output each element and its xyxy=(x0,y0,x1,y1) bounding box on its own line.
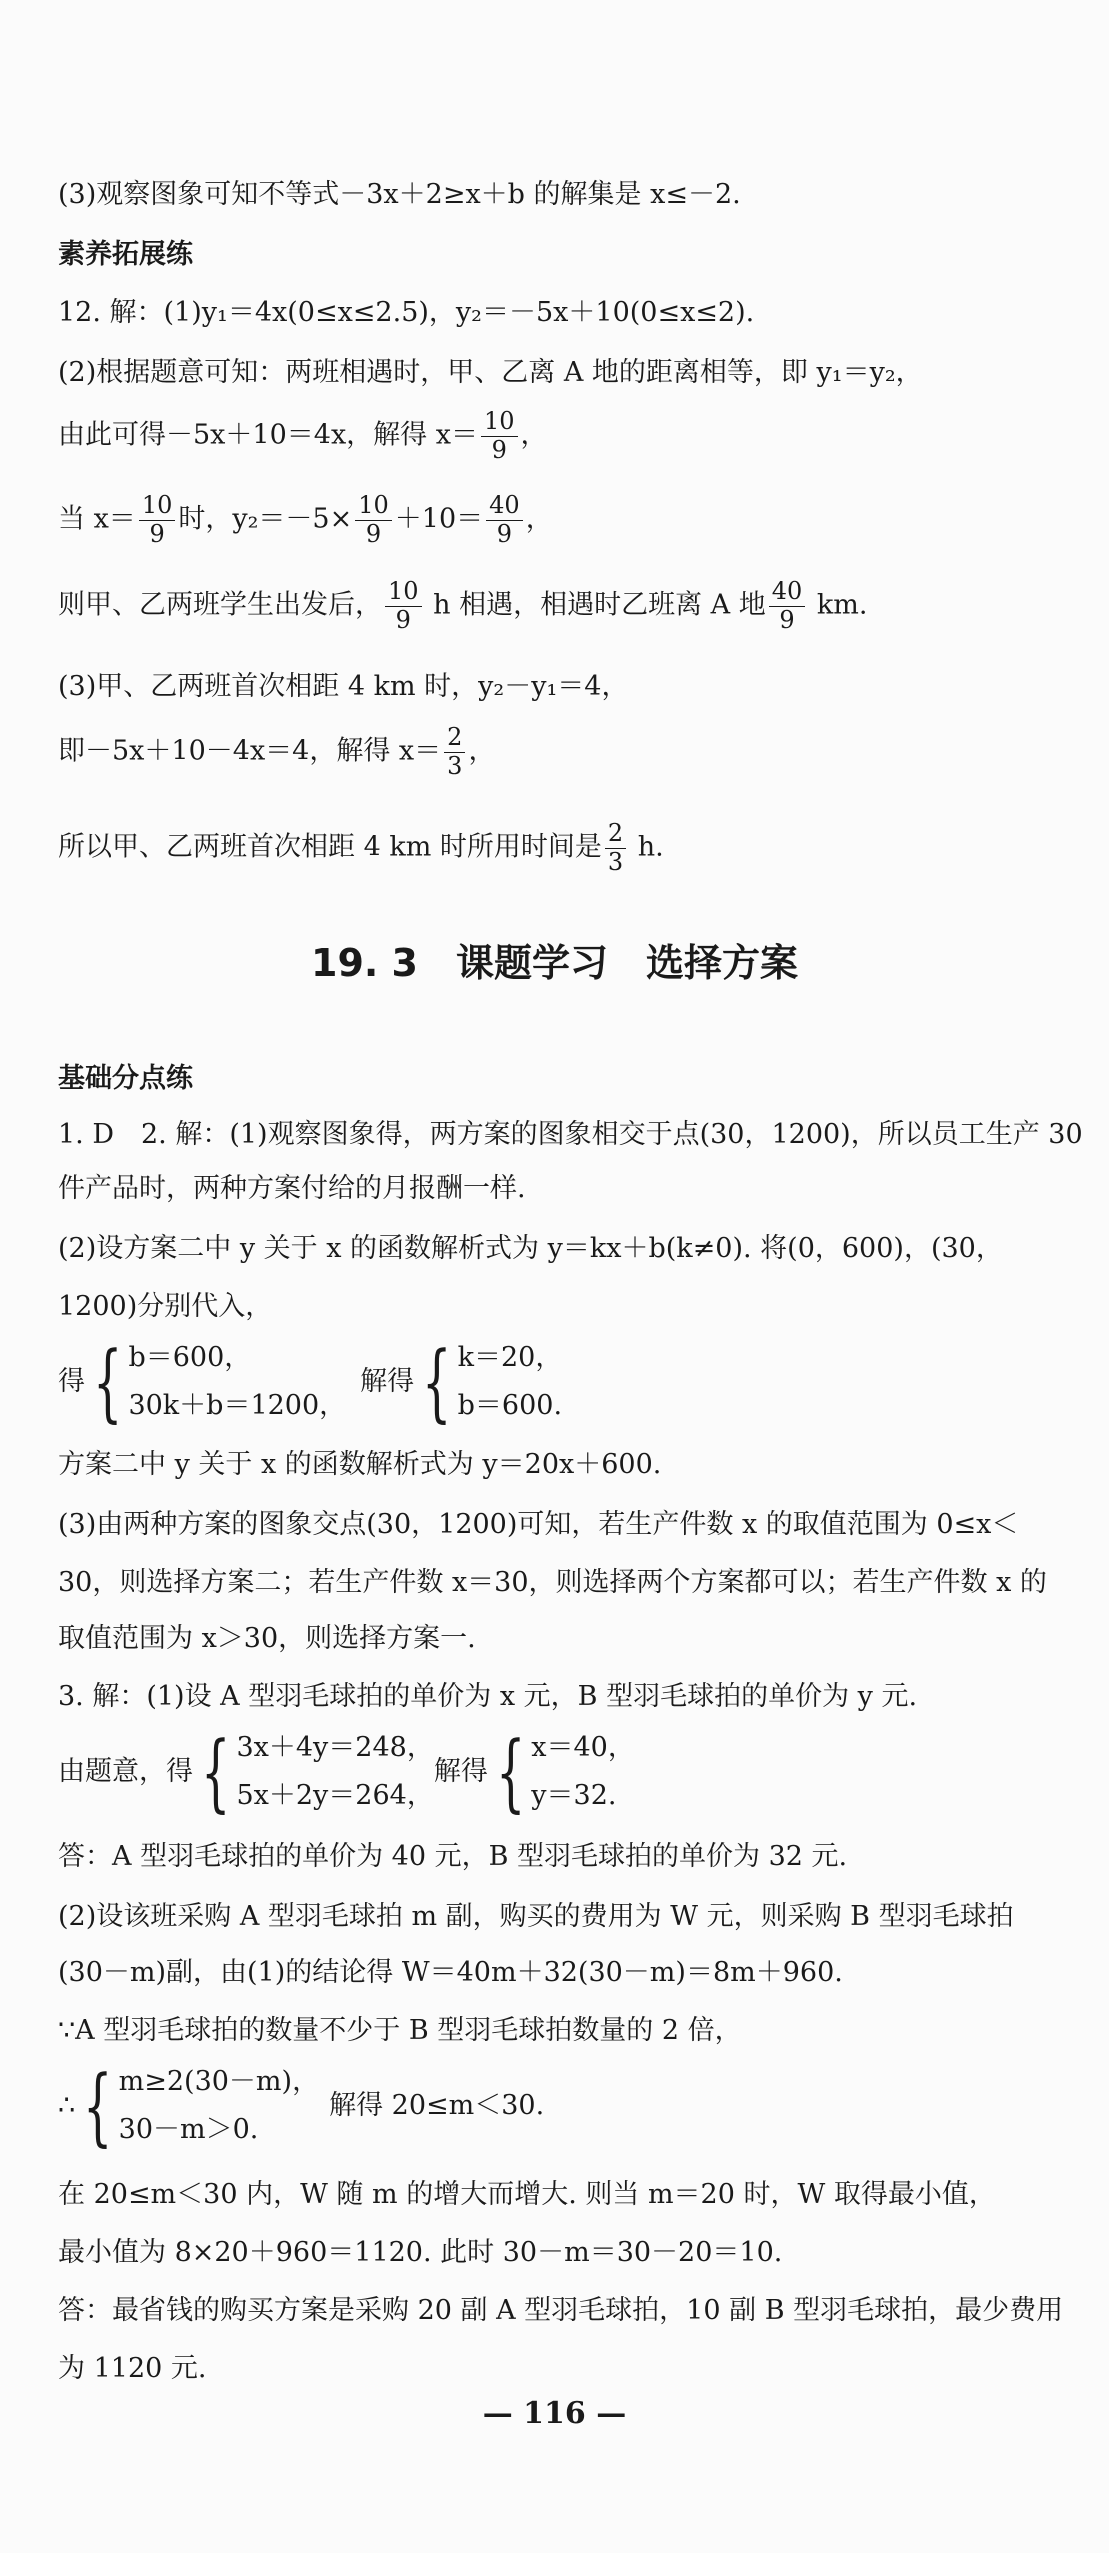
text-line: 在 20≤m＜30 内，W 随 m 的增大而增大. 则当 m＝20 时，W 取得最小值， xyxy=(58,2179,996,2210)
equation-line xyxy=(58,820,664,876)
equation-row: 5x＋2y＝264， xyxy=(236,1780,434,1811)
text-line: (2)根据题意可知：两班相遇时，甲、乙离 A 地的距离相等，即 y₁＝y₂， xyxy=(58,357,923,388)
fraction xyxy=(139,492,176,548)
text-segment: 由此可得－5x＋10＝4x，解得 x＝ xyxy=(58,419,478,451)
numerator: 40 xyxy=(486,492,523,521)
equation-system xyxy=(58,2057,545,2155)
numerator: 40 xyxy=(769,578,806,607)
denominator: 9 xyxy=(491,435,507,464)
text-line: (3)由两种方案的图象交点(30，1200)可知，若生产件数 x 的取值范围为 0≤x＜ xyxy=(58,1509,1019,1540)
denominator: 9 xyxy=(149,519,165,548)
text-segment: 解得 20≤m＜30. xyxy=(329,2090,545,2122)
section-title: 19. 3 课题学习 选择方案 xyxy=(311,941,798,985)
denominator: 9 xyxy=(496,519,513,548)
equation-system xyxy=(58,1333,563,1431)
text-line: 12. 解：(1)y₁＝4x(0≤x≤2.5)，y₂＝－5x＋10(0≤x≤2). xyxy=(58,297,755,328)
text-line: 3. 解：(1)设 A 型羽毛球拍的单价为 x 元，B 型羽毛球拍的单价为 y 元. xyxy=(58,1681,918,1712)
text-line: 方案二中 y 关于 x 的函数解析式为 y＝20x＋600. xyxy=(58,1449,662,1480)
numerator: 2 xyxy=(444,724,465,753)
equation-row: m≥2(30－m)， xyxy=(118,2066,320,2098)
text-segment: 即－5x＋10－4x＝4，解得 x＝ xyxy=(58,735,442,767)
equation-line xyxy=(58,724,495,780)
equation-row: 30－m＞0. xyxy=(118,2114,259,2145)
text-line: ∵A 型羽毛球拍的数量不少于 B 型羽毛球拍数量的 2 倍， xyxy=(58,2015,742,2046)
brace-icon: { xyxy=(422,1333,452,1431)
text-segment: 解得 xyxy=(360,1366,415,1398)
text-segment: 得 xyxy=(58,1366,85,1398)
text-line: 为 1120 元. xyxy=(58,2353,207,2384)
section-heading: 素养拓展练 xyxy=(58,239,193,270)
brace-icon: { xyxy=(93,1333,123,1431)
fraction xyxy=(385,578,422,634)
equation-system xyxy=(58,1723,635,1821)
page-number: — 116 — xyxy=(482,2396,627,2431)
equation-row: b＝600. xyxy=(457,1390,563,1421)
text-segment: ， xyxy=(525,503,553,535)
fraction xyxy=(769,578,806,634)
numerator: 10 xyxy=(355,492,392,521)
text-line: 最小值为 8×20＋960＝1120. 此时 30－m＝30－20＝10. xyxy=(58,2237,783,2268)
text-line: 取值范围为 x＞30，则选择方案一. xyxy=(58,1623,476,1654)
equation-row: k＝20， xyxy=(457,1342,563,1374)
text-line: 答：最省钱的购买方案是采购 20 副 A 型羽毛球拍，10 副 B 型羽毛球拍，最少费用 xyxy=(58,2295,1064,2326)
text-line: 答：A 型羽毛球拍的单价为 40 元，B 型羽毛球拍的单价为 32 元. xyxy=(58,1841,848,1872)
text-line: 30，则选择方案二；若生产件数 x＝30，则选择两个方案都可以；若生产件数 x 的 xyxy=(58,1567,1047,1598)
numerator: 10 xyxy=(481,408,518,437)
section-heading: 基础分点练 xyxy=(58,1063,193,1094)
equation-row: y＝32. xyxy=(531,1780,617,1811)
equation-line xyxy=(58,492,553,548)
text-segment: ， xyxy=(468,735,496,767)
text-line: 件产品时，两种方案付给的月报酬一样. xyxy=(58,1173,526,1204)
text-segment: 当 x＝ xyxy=(58,503,136,535)
denominator: 9 xyxy=(779,605,795,634)
text-segment: 时，y₂＝－5× xyxy=(178,503,353,535)
numerator: 2 xyxy=(605,820,626,849)
numerator: 10 xyxy=(385,578,422,607)
text-line: (3)观察图象可知不等式－3x＋2≥x＋b 的解集是 x≤－2. xyxy=(58,179,741,210)
numerator: 10 xyxy=(139,492,176,521)
brace-icon: { xyxy=(83,2057,113,2155)
text-segment: 所以甲、乙两班首次相距 4 km 时所用时间是 xyxy=(58,831,602,863)
text-segment: h 相遇，相遇时乙班离 A 地 xyxy=(424,589,766,621)
text-line: (3)甲、乙两班首次相距 4 km 时，y₂－y₁＝4， xyxy=(58,671,629,702)
text-segment: 由题意，得 xyxy=(58,1756,193,1788)
fraction xyxy=(605,820,626,876)
text-segment: h. xyxy=(629,831,664,863)
text-line: (2)设方案二中 y 关于 x 的函数解析式为 y＝kx＋b(k≠0). 将(0，600)，(30， xyxy=(58,1233,1003,1264)
fraction xyxy=(486,492,523,548)
denominator: 3 xyxy=(447,751,463,780)
text-segment: ＋10＝ xyxy=(394,503,484,535)
text-segment: 则甲、乙两班学生出发后， xyxy=(58,589,382,621)
equation-row: b＝600， xyxy=(128,1342,252,1374)
fraction xyxy=(444,724,465,780)
text-segment: 解得 xyxy=(433,1756,488,1788)
text-line: 1. D 2. 解：(1)观察图象得，两方案的图象相交于点(30，1200)，所以员工生产 30 xyxy=(58,1119,1083,1150)
equation-line xyxy=(58,578,867,634)
text-line: 1200)分别代入， xyxy=(58,1291,273,1322)
fraction xyxy=(355,492,392,548)
equation-row: 30k＋b＝1200， xyxy=(128,1390,347,1421)
equation-row: 3x＋4y＝248， xyxy=(236,1732,434,1764)
equation-line xyxy=(58,408,548,464)
text-line: (2)设该班采购 A 型羽毛球拍 m 副，购买的费用为 W 元，则采购 B 型羽毛球拍 xyxy=(58,1901,1014,1932)
brace-icon: { xyxy=(201,1723,231,1821)
denominator: 3 xyxy=(607,847,624,876)
text-segment: ∴ xyxy=(58,2090,76,2122)
text-segment: km. xyxy=(808,589,868,621)
brace-icon: { xyxy=(495,1723,526,1821)
equation-row: x＝40， xyxy=(531,1732,635,1764)
denominator: 9 xyxy=(395,605,411,634)
text-line: (30－m)副，由(1)的结论得 W＝40m＋32(30－m)＝8m＋960. xyxy=(58,1957,843,1988)
denominator: 9 xyxy=(365,519,382,548)
fraction xyxy=(481,408,518,464)
text-segment: ， xyxy=(520,419,548,451)
